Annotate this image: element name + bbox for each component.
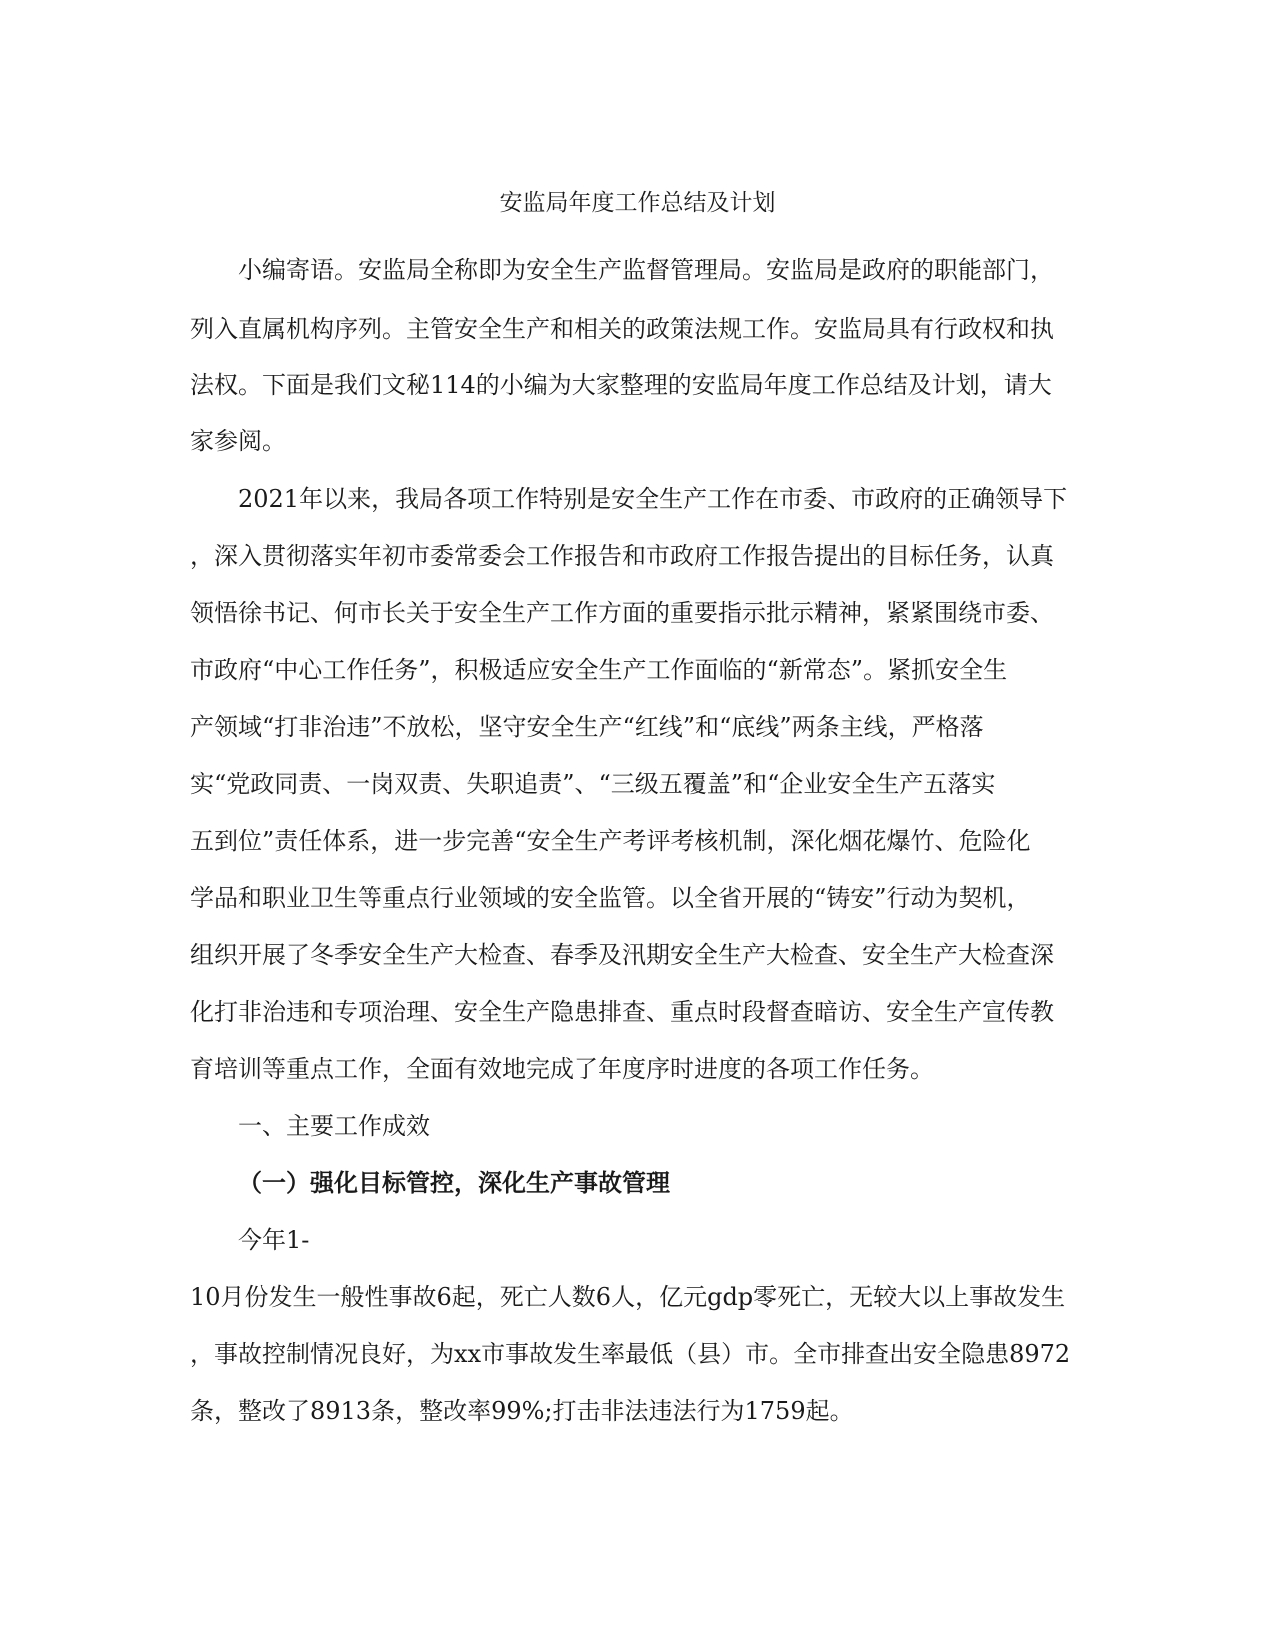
paragraph-line: 今年1- (238, 1226, 310, 1254)
paragraph-line: 条，整改了8913条，整改率99%;打击非法违法行为1759起。 (190, 1397, 854, 1425)
paragraph-line: 小编寄语。安监局全称即为安全生产监督管理局。安监局是政府的职能部门， (238, 256, 1054, 284)
paragraph-line: 学品和职业卫生等重点行业领域的安全监管。以全省开展的“铸安”行动为契机， (190, 884, 1031, 912)
paragraph-line: 产领域“打非治违”不放松，坚守安全生产“红线”和“底线”两条主线，严格落 (190, 713, 984, 741)
section-heading: 一、主要工作成效 (238, 1112, 430, 1140)
paragraph-line: 领悟徐书记、何市长关于安全生产工作方面的重要指示批示精神，紧紧围绕市委、 (190, 599, 1054, 627)
paragraph-line: 化打非治违和专项治理、安全生产隐患排查、重点时段督查暗访、安全生产宣传教 (190, 998, 1054, 1026)
paragraph-line: 法权。下面是我们文秘114的小编为大家整理的安监局年度工作总结及计划，请大 (190, 371, 1052, 399)
paragraph-line: 2021年以来，我局各项工作特别是安全生产工作在市委、市政府的正确领导下 (238, 485, 1068, 513)
subsection-heading: （一）强化目标管控，深化生产事故管理 (238, 1168, 670, 1197)
paragraph-line: 市政府“中心工作任务”，积极适应安全生产工作面临的“新常态”。紧抓安全生 (190, 656, 1008, 684)
paragraph-line: 10月份发生一般性事故6起，死亡人数6人，亿元gdp零死亡，无较大以上事故发生 (190, 1283, 1066, 1311)
paragraph-line: 实“党政同责、一岗双责、失职追责”、“三级五覆盖”和“企业安全生产五落实 (190, 770, 996, 798)
paragraph-line: ，事故控制情况良好，为xx市事故发生率最低（县）市。全市排查出安全隐患8972 (190, 1340, 1071, 1368)
paragraph-line: 列入直属机构序列。主管安全生产和相关的政策法规工作。安监局具有行政权和执 (190, 315, 1054, 343)
paragraph-line: 家参阅。 (190, 427, 286, 455)
paragraph-line: 组织开展了冬季安全生产大检查、春季及汛期安全生产大检查、安全生产大检查深 (190, 941, 1054, 969)
paragraph-line: ，深入贯彻落实年初市委常委会工作报告和市政府工作报告提出的目标任务，认真 (190, 542, 1054, 570)
document-title: 安监局年度工作总结及计划 (499, 190, 776, 216)
paragraph-line: 育培训等重点工作，全面有效地完成了年度序时进度的各项工作任务。 (190, 1055, 934, 1083)
paragraph-line: 五到位”责任体系，进一步完善“安全生产考评考核机制，深化烟花爆竹、危险化 (190, 827, 1031, 855)
